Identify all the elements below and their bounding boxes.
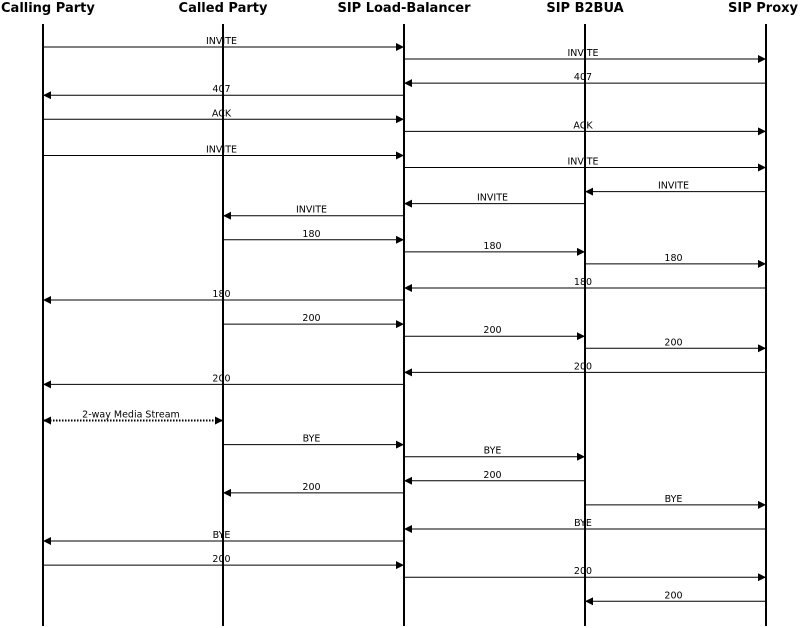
message-11: [224, 205, 404, 216]
message-label: INVITE: [205, 36, 238, 47]
message-label: INVITE: [657, 180, 690, 192]
message-2: [404, 48, 765, 59]
message-4: [44, 84, 404, 95]
message-label: 200: [573, 361, 593, 373]
message-label: 200: [212, 554, 231, 566]
message-label: 180: [573, 277, 593, 288]
message-14: [585, 253, 765, 264]
message-label: 200: [664, 337, 683, 349]
message-19: [585, 337, 765, 348]
message-21: [44, 373, 404, 384]
message-28: [405, 518, 766, 529]
message-16: [44, 289, 404, 300]
message-13: [404, 241, 584, 252]
message-label: 407: [212, 84, 231, 96]
participant-proxy-label: SIP Proxy: [728, 1, 798, 16]
message-label: ACK: [211, 108, 232, 120]
message-label: INVITE: [295, 204, 328, 216]
message-9: [586, 181, 766, 192]
message-label: BYE: [574, 518, 592, 529]
message-23: [223, 434, 403, 445]
message-8: [404, 157, 765, 168]
message-17: [223, 313, 403, 324]
message-27: [585, 494, 765, 505]
message-32: [586, 590, 766, 601]
message-5: [43, 108, 403, 119]
message-label: 180: [302, 228, 321, 240]
message-label: BYE: [483, 445, 502, 457]
message-label: 407: [573, 72, 593, 84]
message-label: 200: [483, 469, 502, 481]
message-label: BYE: [302, 433, 321, 445]
message-label: 200: [664, 590, 683, 602]
message-label: INVITE: [567, 48, 599, 60]
message-label: 200: [483, 325, 502, 337]
message-30: [43, 554, 403, 565]
message-label: INVITE: [476, 192, 509, 204]
participant-caller-label: Calling Party: [1, 1, 95, 16]
message-18: [404, 325, 584, 336]
message-label: INVITE: [205, 144, 238, 156]
message-label: 200: [302, 313, 321, 325]
message-24: [404, 446, 584, 457]
participant-called-label: Called Party: [178, 1, 268, 16]
message-label: 180: [212, 289, 231, 301]
message-29: [44, 530, 404, 541]
message-label: 200: [573, 566, 593, 578]
message-label: 180: [664, 252, 683, 264]
message-label: ACK: [573, 120, 593, 132]
message-label: 180: [483, 240, 502, 252]
participant-lb-label: SIP Load-Balancer: [337, 1, 471, 16]
message-label: BYE: [664, 493, 683, 505]
message-1: [43, 36, 403, 47]
message-12: [223, 229, 403, 240]
participant-b2bua-label: SIP B2BUA: [546, 1, 624, 16]
message-label: 200: [212, 373, 231, 385]
message-3: [405, 72, 766, 83]
message-label: INVITE: [567, 156, 599, 168]
message-20: [405, 361, 766, 372]
message-26: [224, 482, 404, 493]
message-6: [404, 120, 765, 131]
message-label: 2-way Media Stream: [82, 409, 180, 421]
message-15: [405, 277, 766, 288]
message-31: [404, 566, 765, 577]
message-7: [43, 144, 403, 155]
message-25: [405, 470, 585, 481]
message-10: [405, 193, 585, 204]
message-22: [44, 410, 222, 421]
message-label: BYE: [212, 530, 231, 542]
message-label: 200: [302, 481, 321, 493]
